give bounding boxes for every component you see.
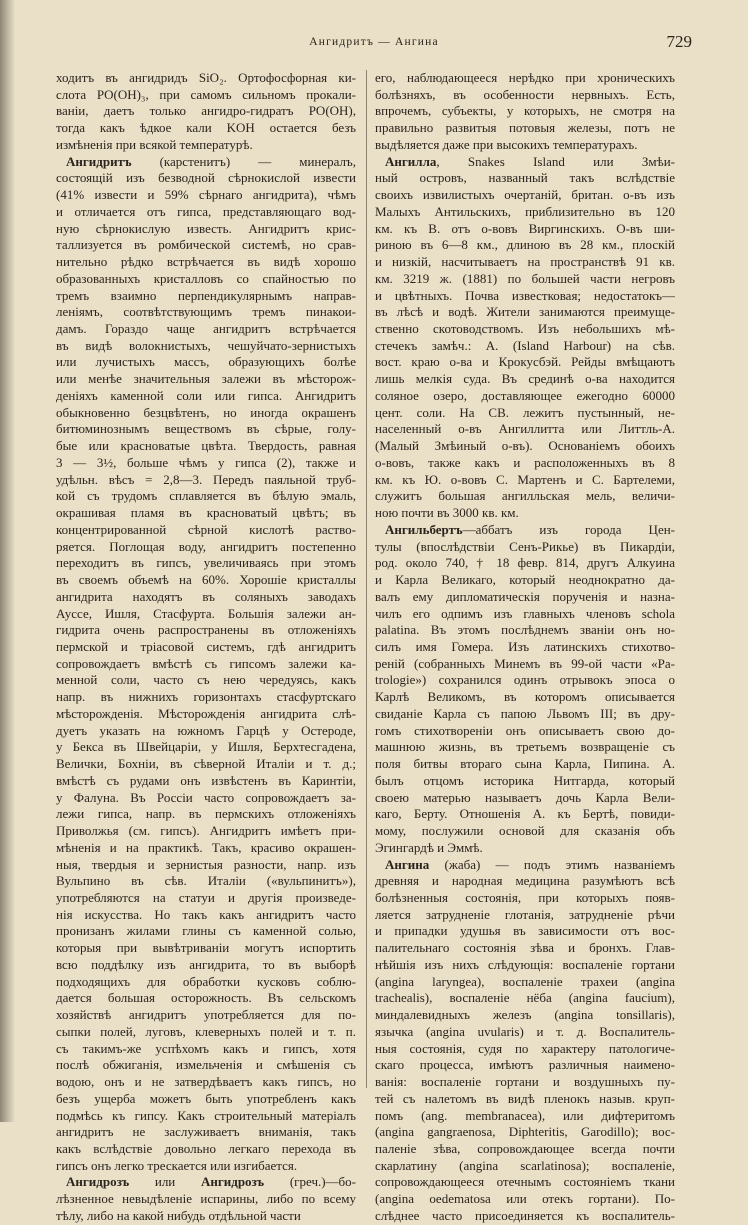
text-line: [56, 187, 356, 204]
text-line: [56, 873, 356, 890]
line-text: ляется затрудненіе глотанія, затрудненіе рѣчи: [375, 906, 675, 922]
text-line: [375, 706, 675, 723]
line-text: валъ ему дипломатическія порученія и назна-: [375, 588, 675, 604]
line-text: и Карла Великаго, который неоднократно да-: [375, 572, 675, 588]
line-text: битюминознымъ веществомъ въ сѣрые, голу-: [56, 421, 356, 437]
text-line: [56, 421, 356, 438]
line-text: дуетъ указать на южномъ Гарцѣ у Остероде,: [56, 722, 356, 738]
text-line: [375, 388, 675, 405]
line-text: (angina gangraenosa, Diphteritis, Garodillo); вос-: [375, 1124, 675, 1140]
line-text: съ такимъ-же успѣхомъ какъ и гипсъ, хотя: [56, 1040, 356, 1056]
line-text: измѣненія при всякой температурѣ.: [56, 136, 253, 152]
text-line: [56, 237, 356, 254]
line-text: palatina. Въ этомъ послѣднемъ званіи онъ но-: [375, 622, 675, 638]
text-line: [375, 790, 675, 807]
line-text: окрашивая пламя въ красноватый цвѣтъ; въ: [56, 505, 356, 521]
text-line: [375, 739, 675, 756]
text-line: [56, 1141, 356, 1158]
line-text: скарлатину (angina scarlatinosa); воспаленіе,: [375, 1157, 675, 1173]
line-text: бые или красноватые цвѣта. Твердость, равная: [56, 438, 356, 454]
right-column: [375, 70, 675, 1225]
line-text: помъ (ang. membranacea), или дифтеритомъ: [375, 1107, 675, 1123]
text-line: [375, 974, 675, 991]
line-text: деніяхъ каменной соли или гипса. Ангидритъ: [56, 387, 356, 403]
entry-headword: Ангидритъ: [66, 153, 132, 169]
line-text: trologie») сохранился одинъ отрывокъ эпоса о: [375, 672, 675, 688]
text-line: [56, 589, 356, 606]
line-text: которыя при вывѣтриваніи могутъ испортить: [56, 940, 356, 956]
line-text: ванія: воспаленіе гортани и воздушныхъ пу-: [375, 1074, 675, 1090]
text-line: [56, 321, 356, 338]
line-text: тулы (впослѣдствіи Сенъ-Рикье) въ Пикардіи,: [375, 538, 675, 554]
line-text: всю поддѣлку изъ ангидрита, то въ выборѣ: [56, 956, 356, 972]
text-line: [375, 656, 675, 673]
line-text: язычка (angina uvularis) и т. д. Воспалитель-: [375, 1023, 675, 1039]
line-text: тей съ налетомъ въ видѣ пленокъ назыв. круп-: [375, 1090, 675, 1106]
line-text: вост. краю о-ва и Крокусбэй. Рейды вмѣщаютъ: [375, 354, 675, 370]
line-text: , Snakes Island или Змѣи-: [436, 153, 675, 169]
line-text: былъ отцомъ историка Нитгарда, который: [375, 772, 675, 788]
text-line: [56, 1024, 356, 1041]
text-line: [375, 923, 675, 940]
text-line: [375, 555, 675, 572]
text-line: [375, 103, 675, 120]
line-text: дамъ. Гораздо чаще ангидритъ встрѣчается: [56, 321, 356, 337]
line-text: стечекъ замѣч.: А. (Island Harbour) на сѣв.: [375, 337, 675, 353]
line-text: обыкновенно безцвѣтенъ, но иногда окрашенъ: [56, 404, 356, 420]
text-line: [375, 873, 675, 890]
text-line: [375, 840, 675, 857]
line-text: или лучистыхъ массъ, образующихъ болѣе: [56, 354, 356, 370]
line-text: соляное озеро, доставляющее ежегодно 60000: [375, 387, 675, 403]
line-text: гидрита очень распространены въ отложеніяхъ: [56, 622, 356, 638]
text-line: [56, 1191, 356, 1208]
text-line: [375, 522, 675, 539]
text-line: [56, 70, 356, 87]
line-text: подмѣсь къ гипсу. Какъ строительный матеріалъ: [56, 1107, 356, 1123]
text-line: [375, 421, 675, 438]
line-text: населенный о-въ Ангиллитта или Литтль-А.: [375, 421, 675, 437]
line-text: послѣ обжиганія, измельченія и смѣшенія съ: [56, 1057, 356, 1073]
text-line: [56, 622, 356, 639]
line-text: лѣзненное невыдѣленіе испарины, либо по всему: [56, 1191, 356, 1207]
line-text: Карлѣ Великомъ, въ которомъ описывается: [375, 689, 675, 705]
text-line: [375, 622, 675, 639]
line-text: мѣсторожденія. Мѣсторожденія ангидрита слѣ-: [56, 705, 356, 721]
line-text: тремъ взаимно перпендикулярнымъ направ-: [56, 287, 356, 303]
text-line: [56, 137, 356, 154]
text-line: [375, 539, 675, 556]
text-line: [56, 990, 356, 1007]
text-line: [375, 1007, 675, 1024]
text-line: [375, 957, 675, 974]
text-line: [56, 505, 356, 522]
text-line: [56, 120, 356, 137]
text-line: [375, 271, 675, 288]
text-line: [56, 1007, 356, 1024]
text-line: [375, 672, 675, 689]
page-edge-shadow: [0, 0, 15, 1122]
text-line: [56, 857, 356, 874]
text-line: [56, 522, 356, 539]
entry-headword: Ангильбертъ: [385, 521, 463, 537]
text-line: [56, 204, 356, 221]
line-text: палительнаго состоянія зѣва и бронхъ. Глав-: [375, 940, 675, 956]
text-line: [375, 773, 675, 790]
text-line: [56, 572, 356, 589]
line-text: км. къ В. отъ о-вовъ Виргинскихъ. О-въ ши-: [375, 220, 675, 236]
line-text: (жаба) — подъ этимъ названіемъ: [429, 856, 675, 872]
text-line: [56, 221, 356, 238]
line-text: поля битвы втораго сына Карла, Пипина. А.: [375, 756, 675, 772]
text-line: [375, 1124, 675, 1141]
line-text: слѣднее часто присоединяется къ воспалитель-: [375, 1207, 675, 1223]
line-text: (angina oedematosa или отекъ гортани). По-: [375, 1191, 675, 1207]
text-line: [56, 103, 356, 120]
text-line: [375, 254, 675, 271]
line-text: леніямъ, соотвѣтствующимъ тремъ пинакои-: [56, 304, 356, 320]
line-text: Приволжья (см. гипсъ). Ангидритъ имѣетъ при-: [56, 823, 356, 839]
text-line: [56, 1074, 356, 1091]
text-line: [56, 606, 356, 623]
text-line: [56, 371, 356, 388]
line-text: миндалевидныхъ железъ (angina tonsillaris),: [375, 1007, 675, 1023]
text-line: [56, 823, 356, 840]
line-text: Вульпино въ сѣв. Италіи («вульпинитъ»),: [56, 873, 356, 889]
line-text: состоящій изъ безводной сѣрнокислой извести: [56, 170, 356, 186]
line-text: риною въ 6—8 км., длиною въ 28 км., плоскій: [375, 237, 675, 253]
entry-headword: Ангидрозъ: [200, 1174, 265, 1190]
column-divider: [366, 70, 367, 1088]
line-text: хозяйствѣ ангидритъ употребляется для по-: [56, 1007, 356, 1023]
text-line: [375, 1191, 675, 1208]
text-line: [375, 1057, 675, 1074]
text-line: [56, 1057, 356, 1074]
text-line: [56, 672, 356, 689]
line-text: подходящихъ для обработки кусковъ соблю-: [56, 973, 356, 989]
line-text: реній (собранныхъ Минемъ въ 99-ой части «Pa-: [375, 655, 675, 671]
line-text: у Бекса въ Швейцаріи, у Ишля, Берхтесгадена,: [56, 739, 356, 755]
line-text: паленіе зѣва, сопровождающее всегда почти: [375, 1141, 675, 1156]
line-text: концентрированной сѣрной кислотѣ раство-: [56, 521, 356, 537]
text-line: [375, 1041, 675, 1058]
text-line: [375, 606, 675, 623]
line-text: мѣненія и на практикѣ. Такъ, красиво окрашен-: [56, 839, 356, 855]
line-text: машнюю жизнь, въ третьемъ возвращеніе съ: [375, 739, 675, 755]
line-text: о-вовъ, также какъ и расположенныхъ въ 8: [375, 454, 675, 470]
line-text: км. 3219 ж. (1881) по большей части негровъ: [375, 270, 675, 286]
text-line: [375, 806, 675, 823]
text-line: [375, 940, 675, 957]
line-text: правильно развитыя потовыя железы, потъ не: [375, 120, 675, 136]
text-line: [56, 806, 356, 823]
line-text: и отличается отъ гипса, представляющаго вод-: [56, 203, 356, 219]
line-text: у Фалуна. Въ Россіи часто сопровождаетъ за-: [56, 789, 356, 805]
line-text: ходитъ въ ангидридъ SiO₂. Ортофосфорная ки-: [56, 70, 356, 85]
text-line: [375, 1074, 675, 1091]
text-line: [375, 304, 675, 321]
page-number: 729: [666, 32, 692, 51]
text-line: [375, 321, 675, 338]
line-text: чилъ его одпимъ изъ главныхъ членовъ schola: [375, 605, 675, 621]
line-text: ною почти въ 3000 кв. км.: [375, 505, 519, 521]
text-line: [56, 773, 356, 790]
line-text: ряется. Поглощая воду, ангидритъ постепенно: [56, 538, 356, 554]
line-text: (41% извести и 59% сѣрнаго ангидрита), чѣмъ: [56, 187, 356, 203]
text-line: [375, 187, 675, 204]
line-text: скаго процесса, имѣютъ различныя наименo-: [375, 1057, 675, 1073]
text-line: [56, 271, 356, 288]
text-line: [375, 639, 675, 656]
text-line: [375, 204, 675, 221]
text-line: [56, 974, 356, 991]
line-text: каго, Берту. Отношенія А. къ Бертѣ, повиди-: [375, 806, 675, 822]
text-line: [56, 689, 356, 706]
line-text: древняя и народная медицина разумѣютъ всѣ: [375, 873, 675, 889]
line-text: или менѣе значительныя залежи въ мѣсторож-: [56, 371, 356, 387]
line-text: своихъ извилистыхъ очертаній, британ. о-въ изъ: [375, 187, 675, 203]
text-line: [56, 706, 356, 723]
line-text: Малыхъ Антильскихъ, приблизительно въ 120: [375, 203, 675, 219]
text-line: [375, 1141, 675, 1158]
text-line: [375, 907, 675, 924]
text-line: [56, 254, 356, 271]
line-text: дается большая осторожность. Въ сельскомъ: [56, 990, 356, 1006]
text-line: [375, 455, 675, 472]
text-line: [375, 170, 675, 187]
text-line: [56, 656, 356, 673]
line-text: 3 — 3½, больше чѣмъ у гипса (2), также и: [56, 454, 356, 470]
line-text: сыпки полей, луговъ, клеверныхъ полей и т. п.: [56, 1023, 356, 1039]
text-line: [375, 990, 675, 1007]
line-text: тѣлу, либо на какой нибудь отдѣльной части: [56, 1207, 301, 1223]
text-line: [56, 388, 356, 405]
line-text: ную сѣрнокислую известь. Ангидритъ крис-: [56, 220, 356, 236]
line-text: вмѣстѣ съ рудами онъ извѣстенъ въ Каринтіи,: [56, 772, 356, 788]
line-text: ныя, твердыя и зернистыя разности, напр. изъ: [56, 856, 356, 872]
line-text: пермской и тріасовой системъ, гдѣ ангидритъ: [56, 638, 356, 654]
line-text: лишь мелкія суда. Въ срединѣ о-ва находится: [375, 371, 675, 387]
text-line: [375, 589, 675, 606]
text-line: [375, 120, 675, 137]
text-line: [375, 338, 675, 355]
line-text: впрочемъ, субъекты, у которыхъ, не смотря на: [375, 103, 675, 119]
page-header: [0, 24, 748, 54]
text-line: [375, 723, 675, 740]
text-line: [375, 890, 675, 907]
line-text: (карстенитъ) — минералъ,: [131, 153, 356, 169]
line-text: какъ вслѣдствіе довольно легкаго перехода въ: [56, 1141, 356, 1156]
line-text: болѣзненныя состоянія, при которыхъ появ-: [375, 889, 675, 905]
line-text: переходитъ въ гипсъ, увеличиваясь при этомъ: [56, 555, 356, 571]
text-line: [375, 857, 675, 874]
text-line: [375, 472, 675, 489]
line-text: напр. въ нижнихъ горизонтахъ стасфуртскаго: [56, 689, 356, 705]
text-line: [56, 1041, 356, 1058]
line-text: ангидрита находятъ въ соляныхъ заводахъ: [56, 588, 356, 604]
line-text: выдѣляется даже при высокихъ температурахъ.: [375, 136, 638, 152]
text-line: [375, 137, 675, 154]
text-line: [375, 237, 675, 254]
text-line: [56, 472, 356, 489]
line-text: ственно скотоводствомъ. Изъ небольшихъ мѣ-: [375, 321, 675, 337]
text-line: [375, 1208, 675, 1225]
text-line: [375, 1174, 675, 1191]
line-text: род. около 740, † 18 февр. 814, другъ Алкуина: [375, 555, 675, 571]
text-line: [375, 154, 675, 171]
text-line: [56, 354, 356, 371]
line-text: лежи гипса, напр. въ пермскихъ отложеніяхъ: [56, 806, 356, 822]
text-line: [375, 505, 675, 522]
text-line: [375, 756, 675, 773]
line-text: или: [129, 1174, 201, 1190]
line-text: ныя состоянія, судя по характеру патологиче-: [375, 1040, 675, 1056]
text-line: [56, 923, 356, 940]
text-line: [375, 689, 675, 706]
line-text: мому, послужили основой для сказанія объ: [375, 823, 675, 839]
line-text: своею матерью называетъ дочь Карла Вели-: [375, 789, 675, 805]
text-line: [56, 455, 356, 472]
line-text: силъ имя Гомера. Изъ латинскихъ стихотво-: [375, 638, 675, 654]
line-text: нія искусства. Но такъ какъ ангидритъ часто: [56, 906, 356, 922]
text-line: [56, 87, 356, 104]
entry-headword: Ангидрозъ: [66, 1174, 130, 1190]
text-line: [56, 539, 356, 556]
entry-headword: Ангина: [385, 856, 430, 872]
line-text: гипсъ онъ легко трескается или изгибается.: [56, 1157, 298, 1173]
line-text: Велички, Бохніи, въ сѣверной Италіи и т. д.;: [56, 756, 356, 772]
text-line: [56, 154, 356, 171]
text-line: [375, 1091, 675, 1108]
text-line: [56, 555, 356, 572]
text-line: [56, 288, 356, 305]
text-line: [56, 438, 356, 455]
line-text: и цвѣтныхъ. Почва известковая; недостатокъ—: [375, 287, 675, 303]
text-line: [56, 304, 356, 321]
line-text: слота PO(OH)₃, при самомъ сильномъ прокали-: [56, 86, 356, 102]
text-line: [56, 756, 356, 773]
left-column: [56, 70, 356, 1225]
running-title: Ангидритъ — Ангина: [309, 36, 439, 48]
line-text: Ауссе, Ишля, Стасфурта. Большія залежи ан-: [56, 605, 356, 621]
line-text: въ видѣ волокнистыхъ, чешуйчато-зернистыхъ: [56, 337, 356, 353]
line-text: ангидритъ не заслуживаетъ вниманія, такъ: [56, 1124, 356, 1140]
line-text: (Малый Змѣиный о-въ). Основаніемъ обоихъ: [375, 438, 675, 454]
line-text: сопровождаетъ вмѣстѣ съ гипсомъ залежи ка-: [56, 655, 356, 671]
line-text: водою, онъ и не затвердѣваетъ какъ гипсъ, но: [56, 1074, 356, 1090]
line-text: болѣзняхъ, въ особенности нервныхъ. Есть,: [375, 86, 675, 102]
line-text: въ своемъ объемѣ на 60%. Хорошіе кристаллы: [56, 572, 356, 588]
text-line: [56, 1174, 356, 1191]
text-line: [375, 371, 675, 388]
line-text: тогда какъ ѣдкое кали KOH остается безъ: [56, 120, 356, 136]
text-line: [56, 907, 356, 924]
text-line: [56, 790, 356, 807]
text-line: [56, 1124, 356, 1141]
line-text: свиданіе Карла съ папою Львомъ III; въ дру-: [375, 705, 675, 721]
text-line: [375, 221, 675, 238]
text-line: [56, 639, 356, 656]
text-line: [375, 70, 675, 87]
line-text: нѣйшія изъ нихъ слѣдующія: воспаленіе гортани: [375, 956, 675, 972]
line-text: нительно рѣдко встрѣчается въ видѣ хорошо: [56, 254, 356, 270]
line-text: образованныхъ кристалловъ со спайностью по: [56, 270, 356, 286]
text-line: [375, 488, 675, 505]
line-text: служитъ большая ангилльская мель, величи-: [375, 488, 675, 504]
line-text: таллизуется въ ромбической системѣ, но срав-: [56, 237, 356, 253]
line-text: безъ ущерба можетъ быть употребленъ какъ: [56, 1090, 356, 1106]
text-line: [375, 438, 675, 455]
text-line: [56, 957, 356, 974]
text-line: [56, 170, 356, 187]
text-line: [375, 1158, 675, 1175]
text-line: [56, 1158, 356, 1175]
line-text: цент. соли. На СВ. лежитъ пустынный, не-: [375, 404, 675, 420]
text-line: [56, 1091, 356, 1108]
line-text: (angina laryngea), воспаленіе трахеи (angina: [375, 973, 675, 989]
line-text: ный островъ, названный такъ вслѣдствіе: [375, 170, 675, 186]
text-line: [56, 940, 356, 957]
line-text: и припадки удушья въ зависимости отъ вос-: [375, 923, 675, 939]
line-text: (греч.)—бо-: [264, 1174, 356, 1190]
line-text: Эгингардѣ и Эммѣ.: [375, 839, 483, 855]
entry-headword: Ангилла: [385, 153, 437, 169]
line-text: въ лѣсѣ и водѣ. Жители занимаются преимуще-: [375, 304, 675, 320]
line-text: его, наблюдающееся нерѣдко при хроническихъ: [375, 70, 675, 85]
text-line: [375, 1024, 675, 1041]
text-line: [56, 405, 356, 422]
line-text: и низкій, насчитываетъ на пространствѣ 91 кв.: [375, 254, 675, 270]
line-text: пронизанъ жилами глины съ каменной солью,: [56, 923, 356, 939]
line-text: гомъ стихотвореніи онъ описываетъ свою до-: [375, 722, 675, 738]
line-text: употребляются на статуи и другія произведе-: [56, 889, 356, 905]
text-line: [56, 890, 356, 907]
line-text: удѣльн. вѣсъ = 2,8—3. Передъ паяльной труб-: [56, 471, 356, 487]
text-line: [56, 338, 356, 355]
text-line: [375, 87, 675, 104]
text-line: [375, 823, 675, 840]
text-line: [375, 405, 675, 422]
text-line: [375, 288, 675, 305]
line-text: менной соли, часто съ нею чередуясь, какъ: [56, 672, 356, 688]
line-text: км. къ Ю. о-вовъ С. Мартенъ и С. Бартелеми,: [375, 471, 675, 487]
line-text: trachealis), воспаленіе нёба (angina faucium),: [375, 990, 675, 1006]
text-line: [56, 840, 356, 857]
text-line: [375, 572, 675, 589]
line-text: сопровождающееся отечнымъ состояніемъ ткани: [375, 1174, 675, 1190]
text-line: [56, 723, 356, 740]
text-line: [56, 1208, 356, 1225]
line-text: ваніи, даетъ только ангидро-гидратъ PO(OH),: [56, 103, 356, 119]
line-text: кой съ трудомъ сплавляется въ бѣлую эмаль,: [56, 488, 356, 504]
text-line: [56, 488, 356, 505]
line-text: —аббатъ изъ города Цен-: [462, 521, 675, 537]
text-line: [375, 354, 675, 371]
text-line: [56, 739, 356, 756]
